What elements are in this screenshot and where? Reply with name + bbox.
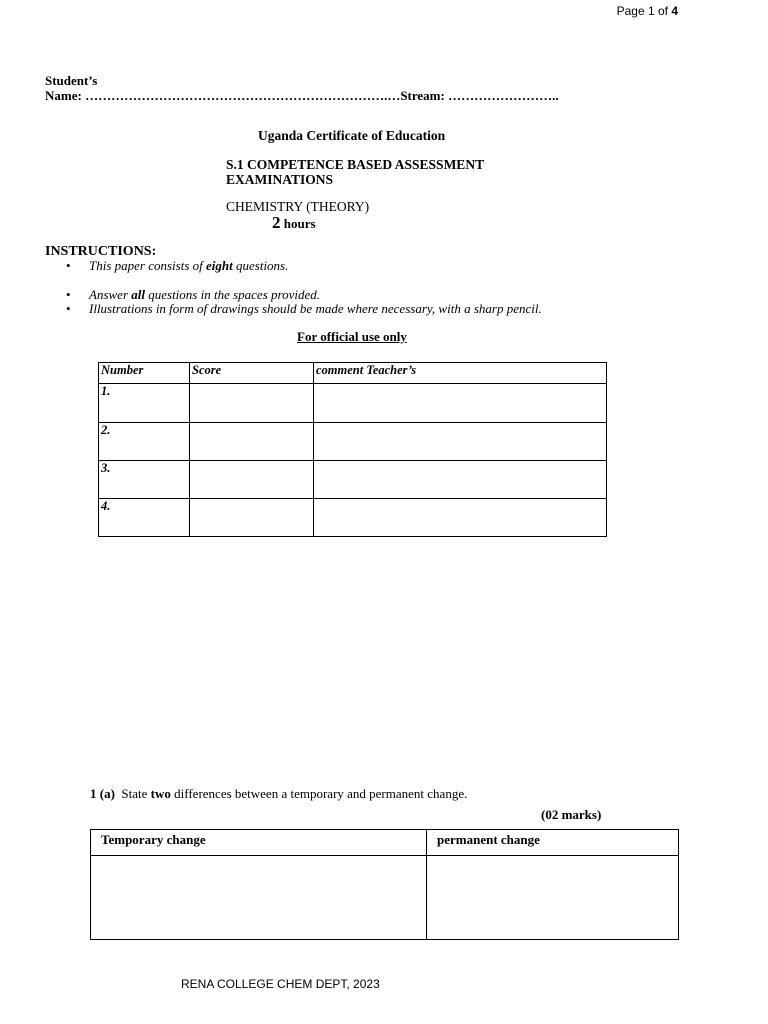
board-title: Uganda Certificate of Education bbox=[258, 128, 446, 143]
header-number: Number bbox=[99, 363, 190, 384]
table-row bbox=[99, 461, 607, 499]
score-cell[interactable] bbox=[190, 499, 314, 537]
score-cell[interactable] bbox=[190, 384, 314, 423]
official-score-table bbox=[98, 362, 607, 537]
temporary-answer-cell[interactable] bbox=[91, 856, 427, 940]
header-score: Score bbox=[190, 363, 314, 384]
change-table bbox=[90, 829, 679, 940]
instructions-heading: INSTRUCTIONS: bbox=[45, 244, 157, 259]
row-number: 2. bbox=[99, 423, 190, 461]
row-number: 1. bbox=[99, 384, 190, 423]
comment-cell[interactable] bbox=[314, 423, 607, 461]
permanent-answer-cell[interactable] bbox=[427, 856, 679, 940]
row-number: 4. bbox=[99, 499, 190, 537]
table-row bbox=[99, 499, 607, 537]
score-cell[interactable] bbox=[190, 461, 314, 499]
table-row bbox=[91, 856, 679, 940]
score-cell[interactable] bbox=[190, 423, 314, 461]
table-row bbox=[99, 384, 607, 423]
footer: RENA COLLEGE CHEM DEPT, 2023 bbox=[181, 977, 380, 991]
table-header-row bbox=[91, 830, 679, 856]
duration: 2 hours bbox=[272, 213, 316, 232]
question-1a: 1 (a) State two differences between a temporary and permanent change. bbox=[90, 786, 468, 801]
comment-cell[interactable] bbox=[314, 461, 607, 499]
row-number: 3. bbox=[99, 461, 190, 499]
subject-title: CHEMISTRY (THEORY) bbox=[226, 199, 370, 214]
comment-cell[interactable] bbox=[314, 499, 607, 537]
exam-title: S.1 COMPETENCE BASED ASSESSMENT EXAMINATIONS bbox=[226, 157, 485, 187]
student-name-field bbox=[45, 73, 559, 103]
header-temporary: Temporary change bbox=[91, 830, 427, 856]
table-header-row bbox=[99, 363, 607, 384]
comment-cell[interactable] bbox=[314, 384, 607, 423]
table-row bbox=[99, 423, 607, 461]
header-comment: comment Teacher’s bbox=[314, 363, 607, 384]
question-marks: (02 marks) bbox=[541, 807, 602, 822]
page-number: Page 1 of 4 bbox=[616, 4, 678, 18]
name-stream-line: Name: …………………………………………………………….…Stream: …………………….. bbox=[45, 88, 559, 103]
student-label: Student’s bbox=[45, 73, 98, 88]
official-use-title: For official use only bbox=[297, 329, 407, 344]
header-permanent: permanent change bbox=[427, 830, 679, 856]
